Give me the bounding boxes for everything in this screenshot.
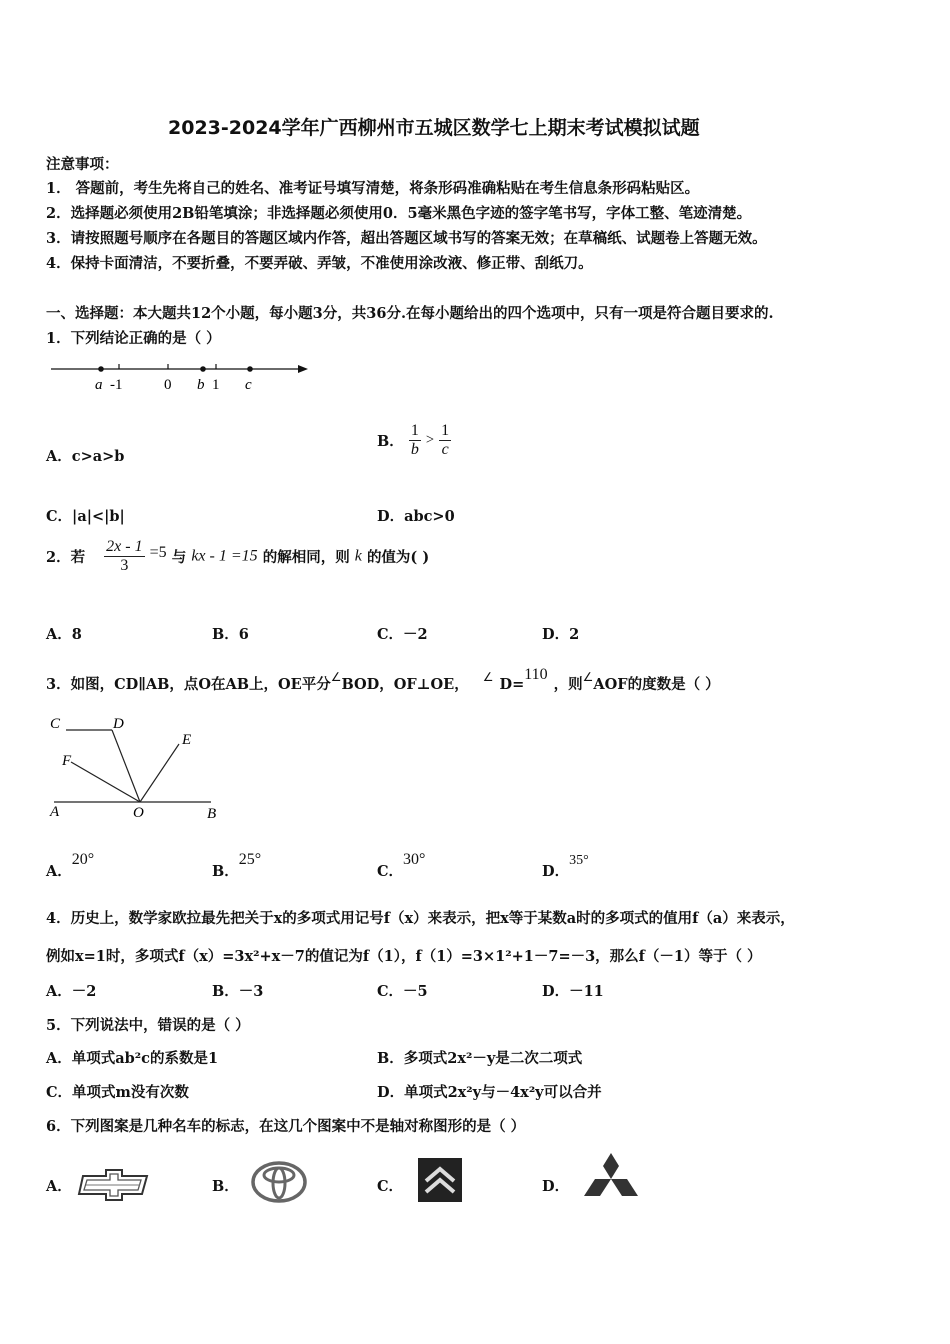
- q1-option-b-frac2: $\frac{1}{c}$: [441, 422, 450, 458]
- q3-fig-label-a: A: [50, 804, 60, 820]
- q1-stem: 1．下列结论正确的是（ ）: [46, 330, 221, 347]
- toyota-logo-icon: [250, 1160, 308, 1204]
- chevrolet-logo-icon: [76, 1167, 152, 1203]
- q2-option-d[interactable]: D．2: [542, 626, 580, 643]
- q6-option-a[interactable]: A．: [46, 1178, 72, 1195]
- q4-option-a[interactable]: A．－2: [46, 983, 97, 1000]
- notice-item-4: 4．保持卡面清洁，不要折叠，不要弄破、弄皱，不准使用涂改液、修正带、刮纸刀。: [46, 255, 593, 272]
- q3-fig-label-o: O: [133, 805, 144, 821]
- q1-option-a[interactable]: A．c>a>b: [46, 448, 125, 465]
- q3-fig-label-e: E: [182, 732, 192, 748]
- q2-option-a[interactable]: A．8: [46, 626, 82, 643]
- q3-fig-label-d: D: [113, 716, 124, 732]
- q3-option-d[interactable]: D．35°: [542, 853, 589, 880]
- q1-label-0: 0: [164, 377, 172, 393]
- q3-fig-label-b: B: [207, 806, 217, 822]
- notice-item-2: 2．选择题必须使用2B铅笔填涂；非选择题必须使用0．5毫米黑色字迹的签字笔书写，字体工整、笔迹清楚。: [46, 205, 752, 222]
- q6-option-b[interactable]: B．: [212, 1178, 239, 1195]
- q3-fig-label-f: F: [62, 753, 72, 769]
- q1-option-b-frac1: $\frac{1}{b}$: [410, 422, 419, 458]
- q5-option-d[interactable]: D．单项式2x²y与－4x²y可以合并: [377, 1084, 602, 1101]
- q1-label-m1: -1: [110, 377, 123, 393]
- q1-label-b: b: [197, 377, 205, 393]
- q1-label-c: c: [245, 377, 252, 393]
- q3-geometry-figure: [46, 710, 231, 825]
- notice-heading: 注意事项：: [46, 156, 119, 173]
- q5-stem: 5．下列说法中，错误的是（ ）: [46, 1017, 250, 1034]
- q3-stem: 3．如图，CD∥AB，点O在AB上，OE平分$_\angle$BOD，OF⊥OE， $_\angle$ D=110，则$_\angle$AOF的度数是（ ）: [46, 666, 720, 693]
- q6-stem: 6．下列图案是几种名车的标志，在这几个图案中不是轴对称图形的是（ ）: [46, 1118, 526, 1135]
- q1-option-c[interactable]: C．|a|<|b|: [46, 508, 125, 525]
- section-heading: 一、选择题：本大题共12个小题，每小题3分，共36分.在每小题给出的四个选项中，只有一项是符合题目要求的.: [46, 305, 774, 322]
- q1-label-a: a: [95, 377, 103, 393]
- q6-option-c[interactable]: C．: [377, 1178, 404, 1195]
- q6-option-d[interactable]: D．: [542, 1178, 570, 1195]
- q3-fig-label-c: C: [50, 716, 61, 732]
- citroen-logo-icon: [417, 1157, 463, 1203]
- q3-option-b[interactable]: B．25°: [212, 851, 262, 880]
- q1-option-b[interactable]: [377, 422, 451, 459]
- q2-fraction: $\frac{2x - 1}{3}$: [106, 538, 143, 574]
- q4-option-d[interactable]: D．－11: [542, 983, 604, 1000]
- q1-option-d[interactable]: D．abc>0: [377, 508, 455, 525]
- q1-number-line: [46, 358, 316, 398]
- q3-option-c[interactable]: C．30°: [377, 851, 426, 880]
- q4-option-c[interactable]: C．－5: [377, 983, 428, 1000]
- q4-stem-line1: 4．历史上，数学家欧拉最先把关于x的多项式用记号f（x）来表示，把x等于某数a时的多项式的值用f（a）来表示，: [46, 910, 795, 927]
- notice-item-3: 3．请按照题号顺序在各题目的答题区域内作答，超出答题区域书写的答案无效；在草稿纸、试题卷上答题无效。: [46, 230, 767, 247]
- q4-stem-line2: 例如x=1时，多项式f（x）=3x²+x－7的值记为f（1），f（1）=3×1²+1－7=－3，那么f（－1）等于（ ）: [46, 948, 762, 965]
- q2-option-b[interactable]: B．6: [212, 626, 249, 643]
- q1-label-1: 1: [212, 377, 220, 393]
- page-title: 2023-2024学年广西柳州市五城区数学七上期末考试模拟试题: [168, 117, 700, 139]
- q5-option-a[interactable]: A．单项式ab²c的系数是1: [46, 1050, 219, 1067]
- notice-item-1: 1． 答题前，考生先将自己的姓名、准考证号填写清楚，将条形码准确粘贴在考生信息条形码粘贴区。: [46, 180, 700, 197]
- q5-option-b[interactable]: B．多项式2x²－y是二次二项式: [377, 1050, 583, 1067]
- q1-option-b-label: B．: [377, 433, 404, 450]
- mitsubishi-logo-icon: [582, 1152, 640, 1202]
- q1-option-b-gt: >: [425, 432, 435, 448]
- q2-stem: 2．若 $\frac{2x - 1}{3}$ =5 与 kx - 1 =15 的解相同，则 k 的值为( ): [46, 538, 430, 574]
- q5-option-c[interactable]: C．单项式m没有次数: [46, 1084, 189, 1101]
- q4-option-b[interactable]: B．－3: [212, 983, 264, 1000]
- q2-option-c[interactable]: C．－2: [377, 626, 428, 643]
- q3-option-a[interactable]: A．20°: [46, 851, 95, 880]
